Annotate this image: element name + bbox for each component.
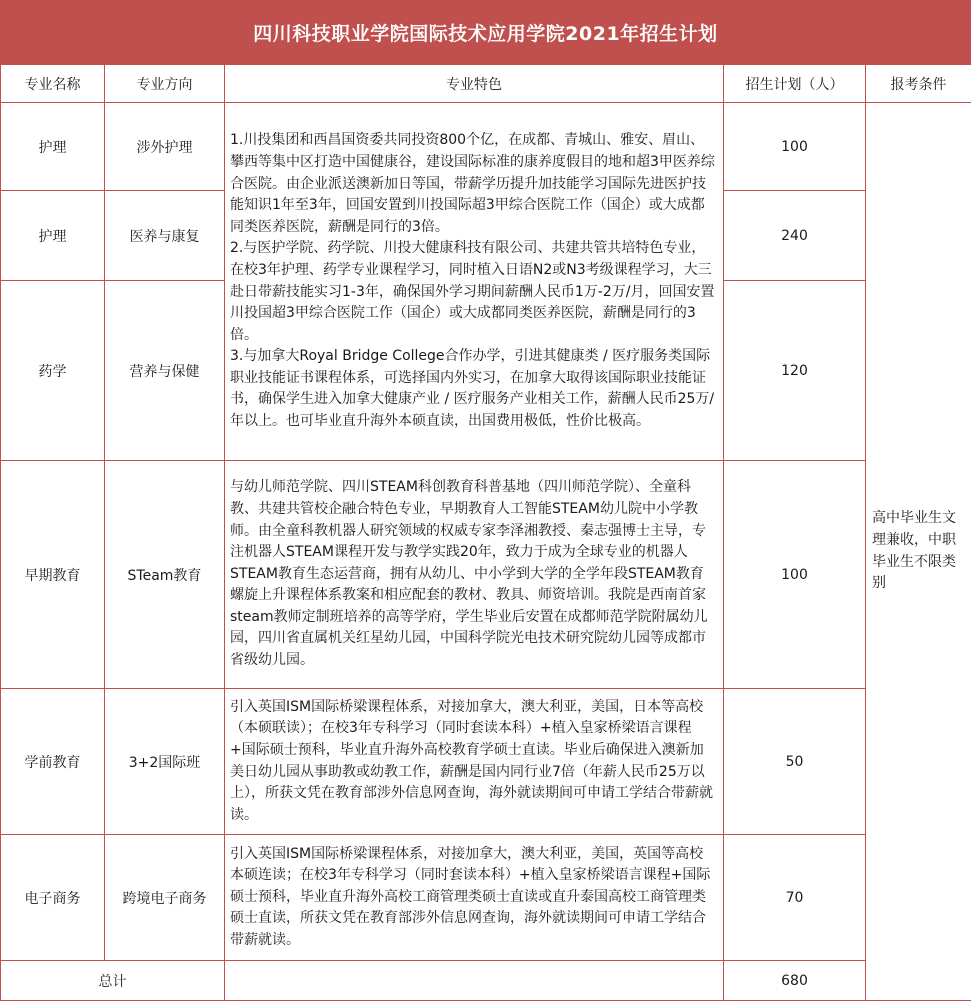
table-header-row (1, 65, 971, 103)
plan-cell: 100 (724, 103, 866, 191)
major-cell: 早期教育 (1, 461, 105, 689)
table-row (1, 461, 971, 689)
plan-cell: 120 (724, 281, 866, 461)
features-cell-preschool: 引入英国ISM国际桥梁课程体系，对接加拿大，澳大利亚，美国，日本等高校（本硕联读）；在校3年专科学习（同时套读本科）+植入皇家桥梁语言课程+国际硕士预科，毕业直升海外高校教育学硕士直读。毕业后确保进入澳新加美日幼儿园从事助教或幼教工作，薪酬是国内同行业7倍（年薪人民币25万以上），所获文凭在教育部涉外信息网查询，海外就读期间可申请工学结合带薪就读。 (225, 689, 724, 835)
direction-cell: 3+2国际班 (105, 689, 225, 835)
major-cell: 药学 (1, 281, 105, 461)
header-direction: 专业方向 (105, 65, 225, 103)
direction-cell: 医养与康复 (105, 191, 225, 281)
total-value: 680 (724, 961, 866, 1001)
major-cell: 护理 (1, 103, 105, 191)
plan-cell: 100 (724, 461, 866, 689)
conditions-cell: 高中毕业生文理兼收，中职毕业生不限类别 (866, 103, 971, 1001)
features-cell-early-edu: 与幼儿师范学院、四川STEAM科创教育科普基地（四川师范学院）、全童科教、共建共管校企融合特色专业，早期教育人工智能STEAM幼儿院中小学教师。由全童科教机器人研究领域的权威专家李泽湘教授、秦志强博士主导，专注机器人STEAM课程开发与教学实践20年，致力于成为全球专业的机器人STEAM教育生态运营商，拥有从幼儿、中小学到大学的全学年段STEAM教育螺旋上升课程体系教案和相应配套的教材、教具、师资培训。我院是西南首家steam教师定制班培养的高等学府，学生毕业后安置在成都师范学院附属幼儿园，四川省直属机关红星幼儿园，中国科学院光电技术研究院幼儿园等成都市省级幼儿园。 (225, 461, 724, 689)
header-plan: 招生计划（人） (724, 65, 866, 103)
direction-cell: STeam教育 (105, 461, 225, 689)
header-conditions: 报考条件 (866, 65, 971, 103)
direction-cell: 涉外护理 (105, 103, 225, 191)
page-title: 四川科技职业学院国际技术应用学院2021年招生计划 (0, 0, 971, 64)
major-cell: 护理 (1, 191, 105, 281)
plan-cell: 240 (724, 191, 866, 281)
direction-cell: 跨境电子商务 (105, 835, 225, 961)
plan-cell: 50 (724, 689, 866, 835)
header-major: 专业名称 (1, 65, 105, 103)
total-row (1, 961, 971, 1001)
direction-cell: 营养与保健 (105, 281, 225, 461)
feature-paragraph: 3.与加拿大Royal Bridge College合作办学，引进其健康类 / 医疗服务类国际职业技能证书课程体系，可选择国内外实习，在加拿大取得该国际职业技能证书，确保学生进入加拿大健康产业 / 医疗服务产业相关工作，薪酬人民币25万/年以上。也可毕业直升海外本硕直读，出国费用极低，性价比极高。 (230, 346, 715, 432)
major-cell: 学前教育 (1, 689, 105, 835)
major-cell: 电子商务 (1, 835, 105, 961)
enrollment-table (0, 64, 971, 1001)
table-row (1, 835, 971, 961)
total-label: 总计 (1, 961, 225, 1001)
features-cell-health (225, 103, 724, 461)
features-cell-ecommerce: 引入英国ISM国际桥梁课程体系，对接加拿大，澳大利亚，美国，英国等高校本硕连读；在校3年专科学习（同时套读本科）+植入皇家桥梁语言课程+国际硕士预科，毕业直升海外高校工商管理类硕士直读或直升泰国高校工商管理类硕士直读，所获文凭在教育部涉外信息网查询，海外就读期间可申请工学结合带薪就读。 (225, 835, 724, 961)
total-empty-cell (225, 961, 724, 1001)
feature-paragraph: 1.川投集团和西昌国资委共同投资800个亿，在成都、青城山、雅安、眉山、攀西等集中区打造中国健康谷，建设国际标准的康养度假目的地和超3甲医养综合医院。由企业派送澳新加日等国，带薪学历提升加技能学习国际先进医护技能知识1年至3年，回国安置到川投国际超3甲综合医院工作（国企）或大成都同类医养医院，薪酬是同行的3倍。 (230, 130, 715, 238)
feature-paragraph: 2.与医护学院、药学院、川投大健康科技有限公司、共建共管共培特色专业，在校3年护理、药学专业课程学习，同时植入日语N2或N3考级课程学习，大三赴日带薪技能实习1-3年，确保国外学习期间薪酬人民币1万-2万/月，回国安置川投国超3甲综合医院工作（国企）或大成都同类医养医院，薪酬是同行的3倍。 (230, 238, 715, 346)
plan-cell: 70 (724, 835, 866, 961)
table-row (1, 689, 971, 835)
table-row (1, 103, 971, 191)
header-features: 专业特色 (225, 65, 724, 103)
